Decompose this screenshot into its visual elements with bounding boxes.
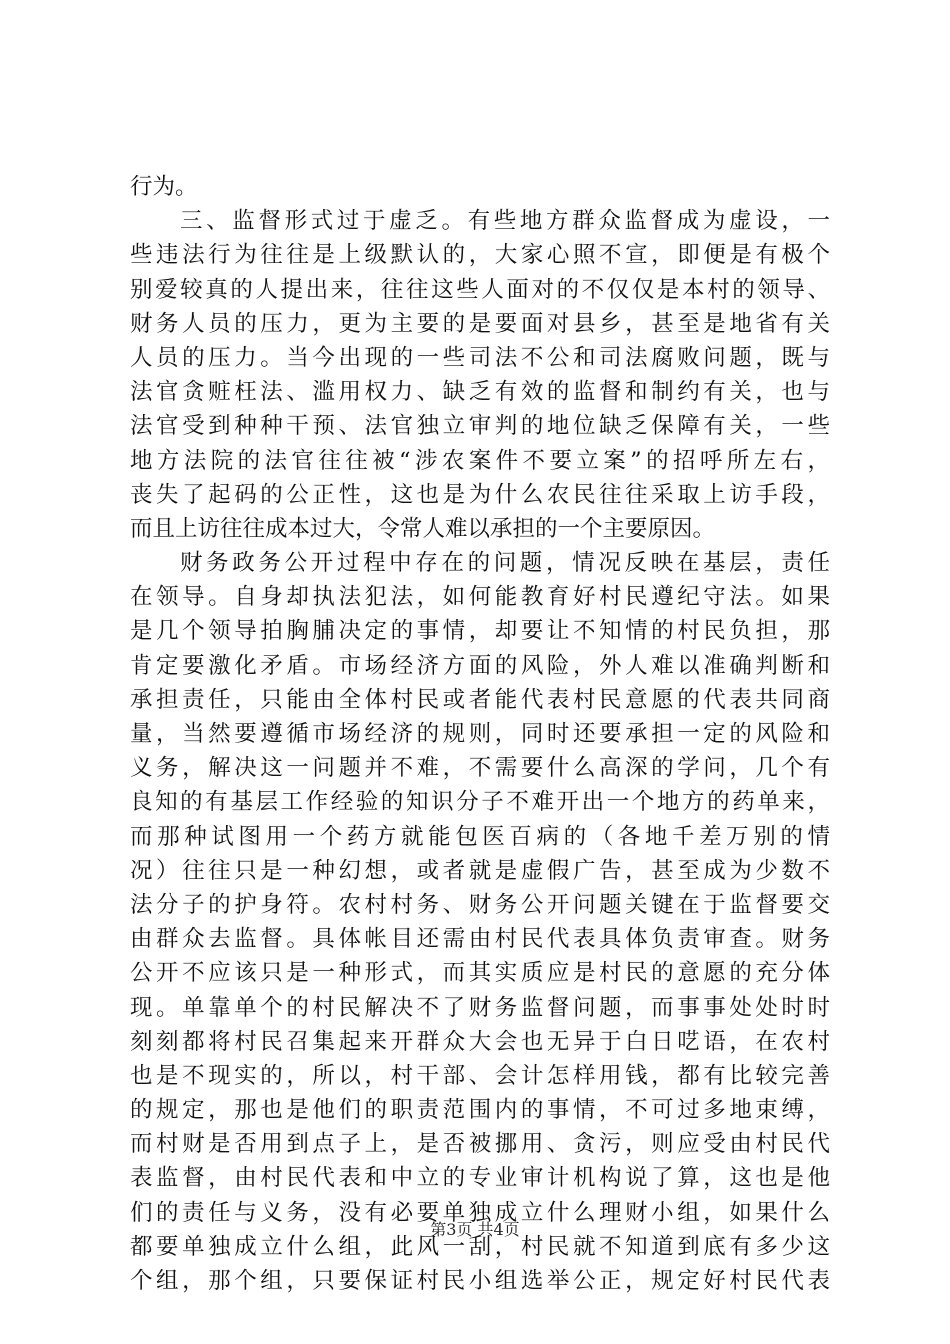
text-line: 人员的压力。当今出现的一些司法不公和司法腐败问题，既与 bbox=[130, 344, 830, 371]
text-line: 义务，解决这一问题并不难，不需要什么高深的学问，几个有 bbox=[130, 755, 830, 782]
text-line: 地方法院的法官往往被“涉农案件不要立案”的招呼所左右， bbox=[130, 447, 830, 474]
text-line: 别爱较真的人提出来，往往这些人面对的不仅仅是本村的领导、 bbox=[130, 276, 830, 303]
page-footer bbox=[0, 1220, 950, 1240]
text-line: 丧失了起码的公正性，这也是为什么农民往往采取上访手段， bbox=[130, 481, 830, 508]
text-line: 都要单独成立什么组，此风一刮，村民就不知道到底有多少这 bbox=[130, 1233, 830, 1260]
text-line: 现。单靠单个的村民解决不了财务监督问题，而事事处处时时 bbox=[130, 994, 830, 1021]
text-line: 况）往往只是一种幻想，或者就是虚假广告，甚至成为少数不 bbox=[130, 857, 830, 884]
text-line: 是几个领导拍胸脯决定的事情，却要让不知情的村民负担，那 bbox=[130, 618, 830, 645]
text-line: 三、监督形式过于虚乏。有些地方群众监督成为虚设，一 bbox=[180, 208, 830, 235]
text-line: 刻刻都将村民召集起来开群众大会也无异于白日呓语，在农村 bbox=[130, 1028, 830, 1055]
text-line: 个组，那个组，只要保证村民小组选举公正，规定好村民代表 bbox=[130, 1268, 830, 1294]
text-line: 的规定，那也是他们的职责范围内的事情，不可过多地束缚， bbox=[130, 1097, 830, 1124]
text-line: 行为。 bbox=[130, 174, 198, 200]
text-line: 在领导。自身却执法犯法，如何能教育好村民遵纪守法。如果 bbox=[130, 584, 830, 611]
text-line: 法分子的护身符。农村村务、财务公开问题关键在于监督要交 bbox=[130, 891, 830, 918]
text-line: 而那种试图用一个药方就能包医百病的（各地千差万别的情 bbox=[130, 823, 830, 850]
text-line: 公开不应该只是一种形式，而其实质应是村民的意愿的充分体 bbox=[130, 960, 830, 987]
text-line: 肯定要激化矛盾。市场经济方面的风险，外人难以准确判断和 bbox=[130, 652, 830, 679]
text-line: 量，当然要遵循市场经济的规则，同时还要承担一定的风险和 bbox=[130, 721, 830, 747]
text-line: 承担责任，只能由全体村民或者能代表村民意愿的代表共同商 bbox=[130, 686, 830, 713]
text-line: 些违法行为往往是上级默认的，大家心照不宣，即便是有极个 bbox=[130, 242, 830, 269]
text-line: 由群众去监督。具体帐目还需由村民代表具体负责审查。财务 bbox=[130, 926, 830, 953]
text-line: 法官贪赃枉法、滥用权力、缺乏有效的监督和制约有关，也与 bbox=[130, 379, 830, 406]
text-line: 财务人员的压力，更为主要的是要面对县乡，甚至是地省有关 bbox=[130, 310, 830, 337]
text-line: 良知的有基层工作经验的知识分子不难开出一个地方的药单来， bbox=[130, 789, 830, 816]
document-body bbox=[130, 170, 830, 1298]
text-line: 财务政务公开过程中存在的问题，情况反映在基层，责任 bbox=[180, 550, 830, 577]
text-line: 法官受到种种干预、法官独立审判的地位缺乏保障有关，一些 bbox=[130, 413, 830, 440]
page-number-label: 第3页 共4页 bbox=[430, 1220, 520, 1239]
text-line: 而村财是否用到点子上，是否被挪用、贪污，则应受由村民代 bbox=[130, 1131, 830, 1158]
text-line: 们的责任与义务，没有必要单独成立什么理财小组，如果什么 bbox=[130, 1199, 830, 1226]
text-line: 也是不现实的，所以，村干部、会计怎样用钱，都有比较完善 bbox=[130, 1062, 830, 1089]
text-line: 表监督，由村民代表和中立的专业审计机构说了算，这也是他 bbox=[130, 1165, 830, 1192]
text-line: 而且上访往往成本过大，令常人难以承担的一个主要原因。 bbox=[130, 515, 716, 542]
